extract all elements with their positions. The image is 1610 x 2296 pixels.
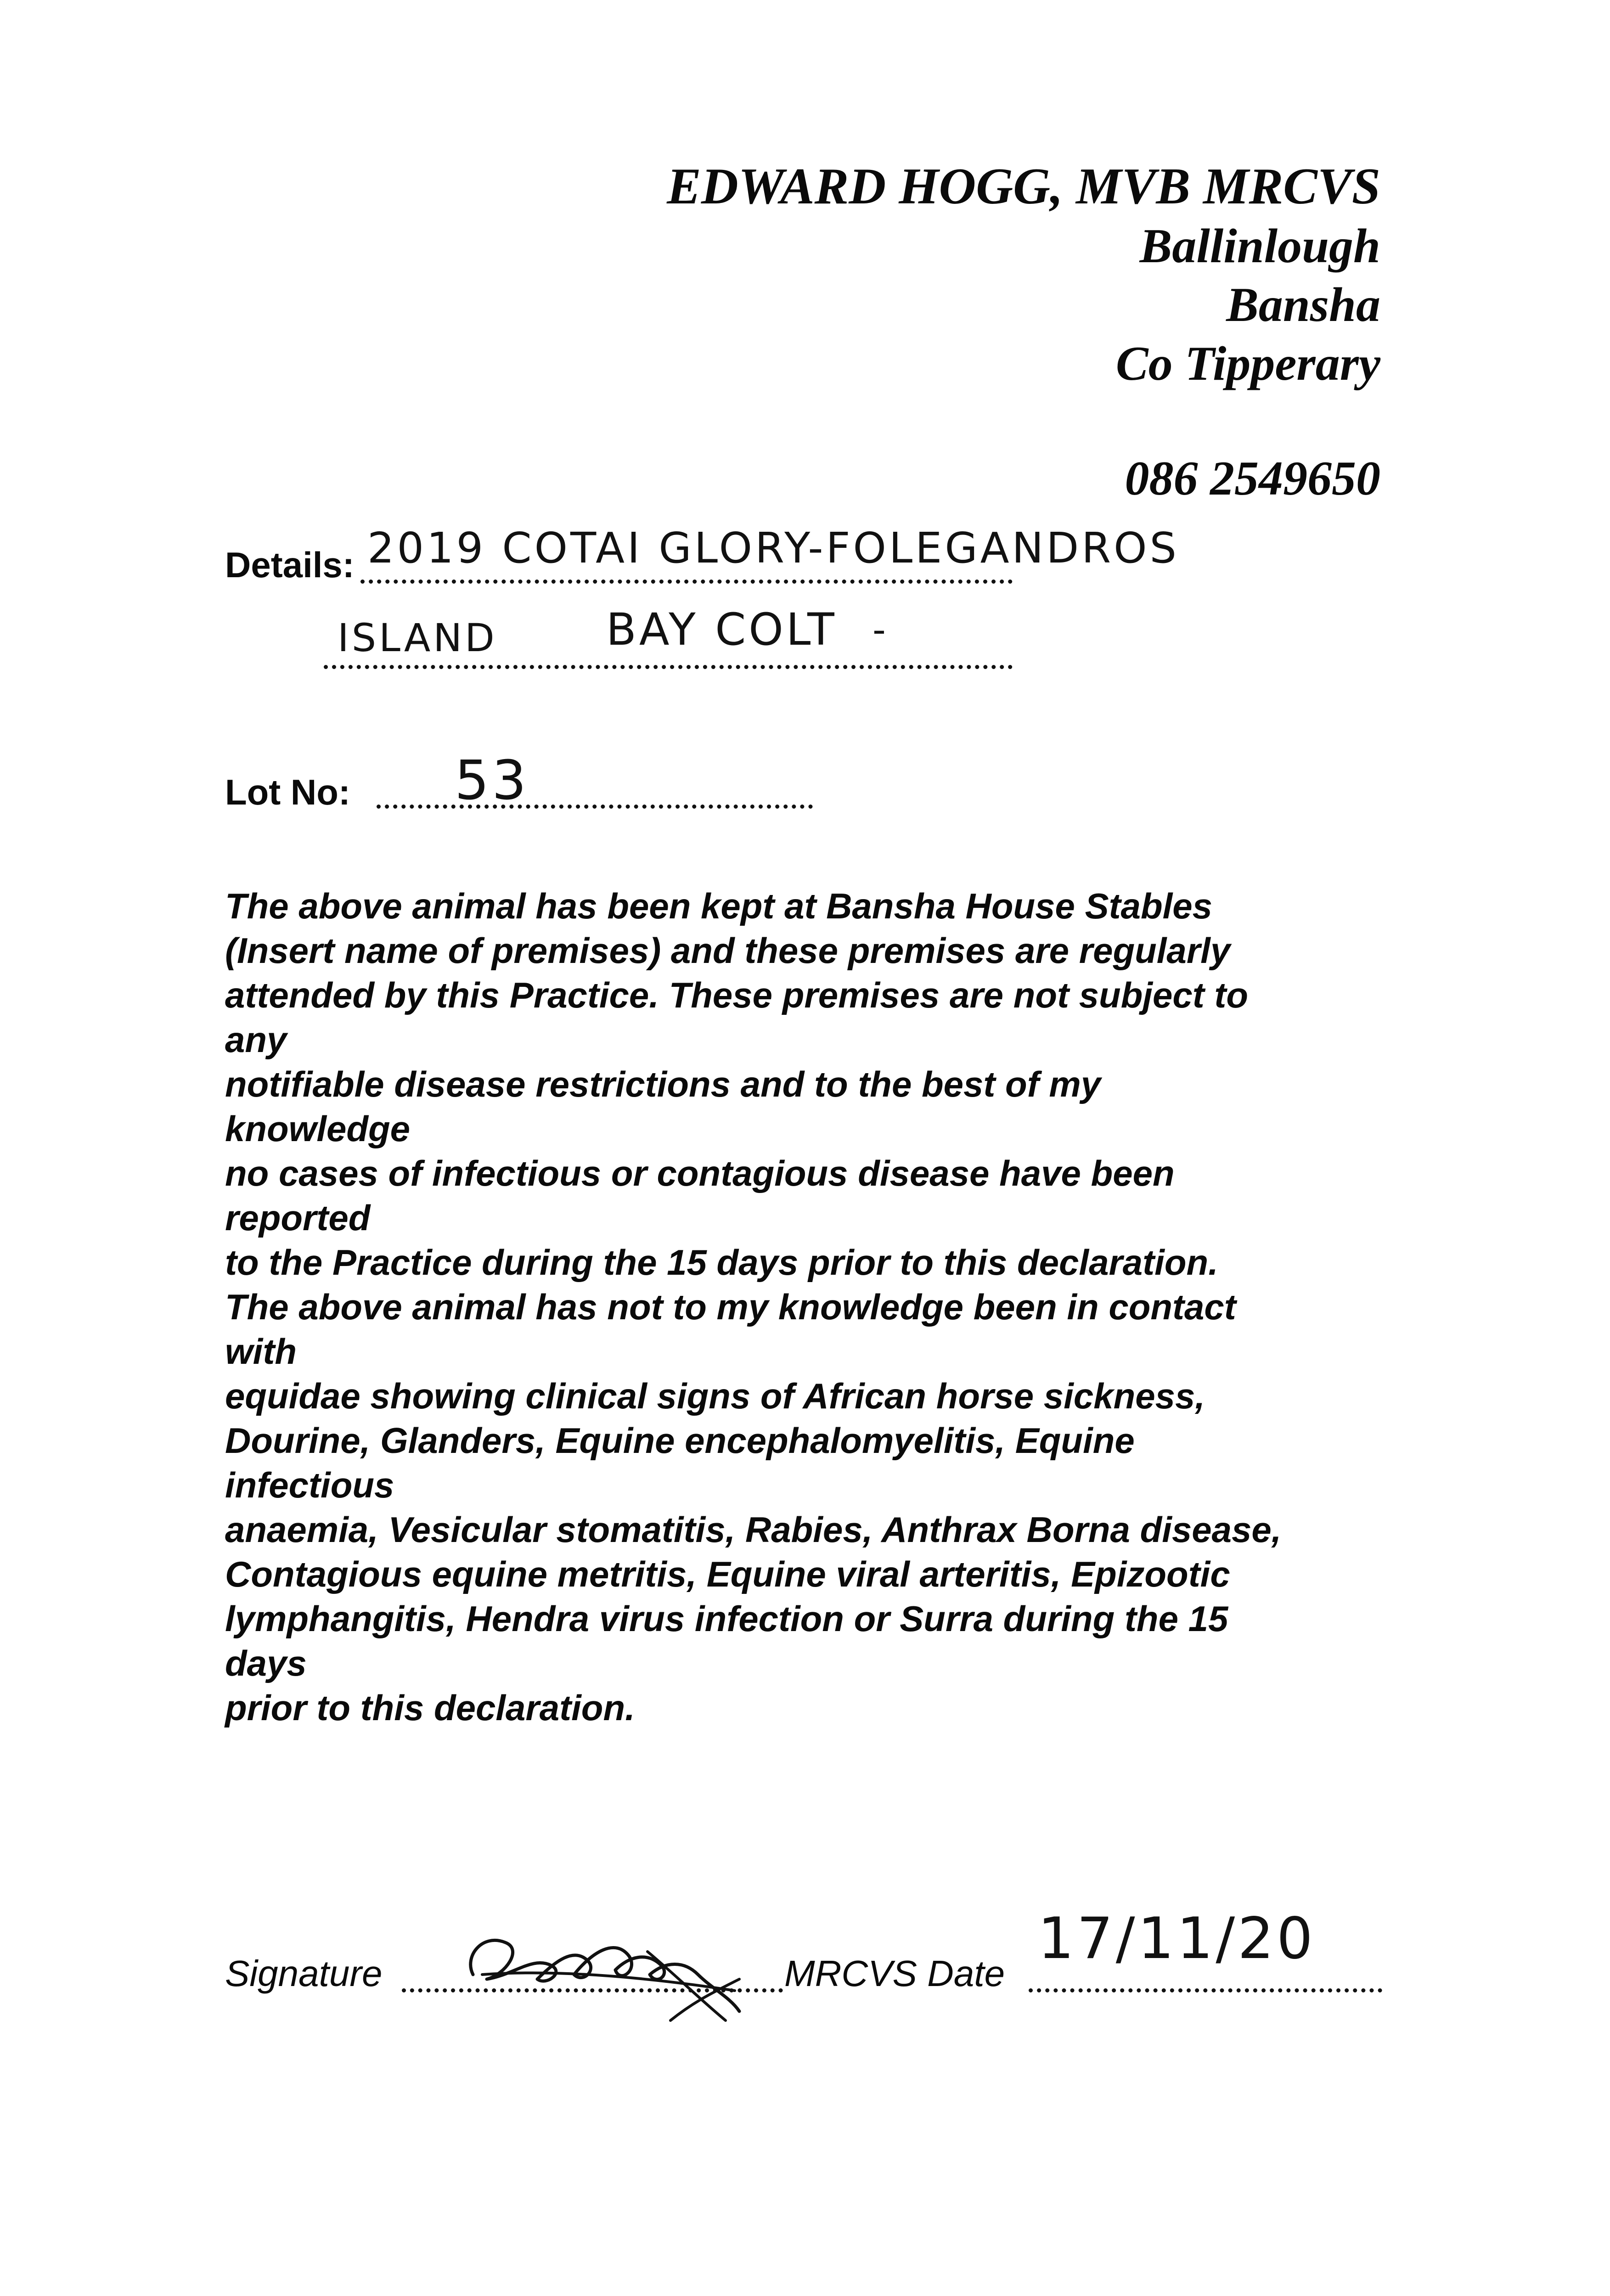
handwritten-signature (455, 1906, 749, 2025)
declaration-line: knowledge (225, 1109, 411, 1149)
declaration-line: anaemia, Vesicular stomatitis, Rabies, Anthrax Borna disease, (225, 1509, 1282, 1550)
lot-label: Lot No: (225, 772, 350, 812)
signature-label: Signature (225, 1953, 383, 1994)
declaration-line: attended by this Practice. These premises are not subject to (225, 975, 1249, 1015)
handwritten-date: 17/11/20 (1038, 1906, 1316, 1972)
details-handwritten-line-1: 2019 COTAI GLORY-FOLEGANDROS (367, 523, 1179, 573)
details-label: Details: (225, 545, 355, 585)
address-line-2: Bansha (1226, 278, 1380, 332)
date-dotted-line (1029, 1988, 1382, 1992)
details-dotted-line-2 (324, 665, 1013, 669)
details-handwritten-dash: - (873, 608, 889, 651)
declaration-line: equidae showing clinical signs of African horse sickness, (225, 1376, 1205, 1416)
declaration-line: no cases of infectious or contagious disease have been (225, 1153, 1175, 1193)
declaration-line: reported (225, 1198, 371, 1238)
declaration-line: Dourine, Glanders, Equine encephalomyelitis, Equine (225, 1420, 1135, 1461)
declaration-line: (Insert name of premises) and these premises are regularly (225, 930, 1231, 971)
declaration-line: lymphangitis, Hendra virus infection or Surra during the 15 (225, 1598, 1228, 1639)
declaration-line: infectious (225, 1465, 394, 1505)
lot-dotted-line (377, 805, 813, 809)
phone-number: 086 2549650 (1125, 451, 1380, 505)
declaration-line: any (225, 1019, 287, 1060)
declaration-line: notifiable disease restrictions and to the best of my (225, 1064, 1101, 1104)
declaration-line: The above animal has been kept at Bansha House Stables (225, 886, 1213, 926)
lot-handwritten-number: 53 (455, 748, 529, 812)
details-handwritten-breed: ISLAND (338, 615, 497, 660)
declaration-line: prior to this declaration. (225, 1688, 635, 1728)
declaration-text (225, 884, 1419, 1730)
letterhead (667, 156, 1380, 508)
declaration-line: to the Practice during the 15 days prior to this declaration. (225, 1242, 1218, 1283)
address-line-1: Ballinlough (1139, 219, 1380, 273)
mrcvs-date-label: MRCVS Date (784, 1953, 1005, 1994)
details-dotted-line-1 (360, 580, 1013, 584)
declaration-line: days (225, 1643, 307, 1683)
declaration-line: The above animal has not to my knowledge been in contact (225, 1287, 1236, 1327)
details-handwritten-colour: BAY COLT (606, 604, 837, 655)
declaration-line: with (225, 1331, 297, 1372)
declaration-line: Contagious equine metritis, Equine viral arteritis, Epizootic (225, 1554, 1230, 1594)
vet-name: EDWARD HOGG, MVB MRCVS (667, 158, 1380, 215)
address-line-3: Co Tipperary (1115, 337, 1380, 390)
